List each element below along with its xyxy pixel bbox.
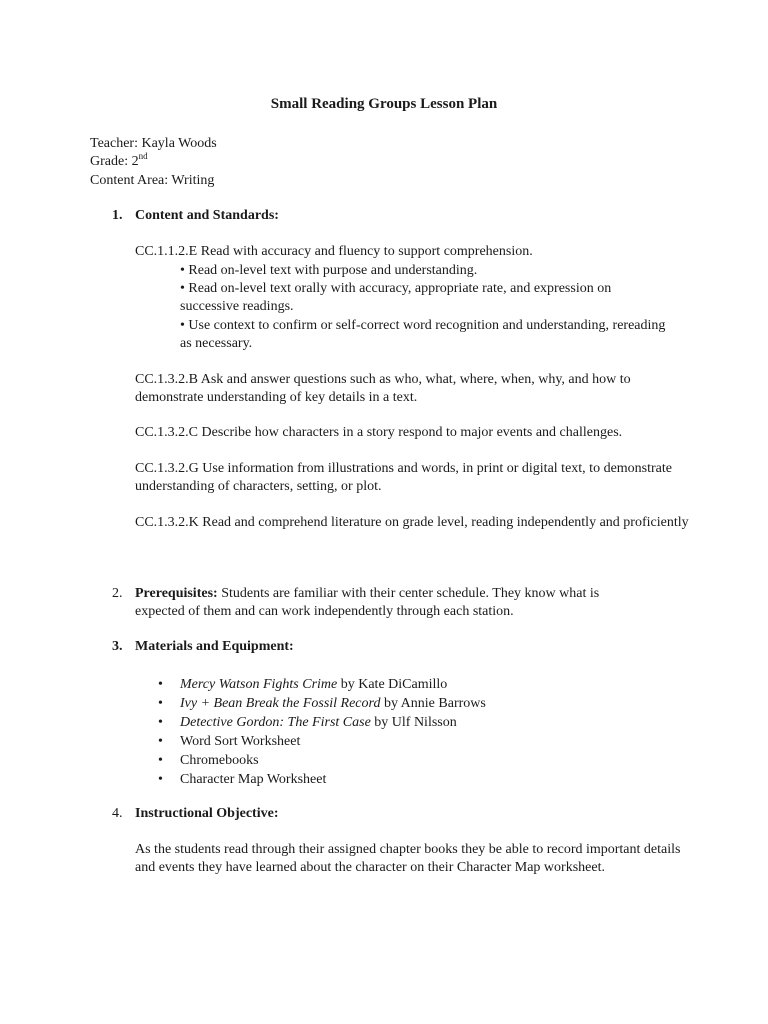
section-number: 1.: [112, 208, 123, 223]
material-item: [158, 751, 259, 770]
standard-5: CC.1.3.2.K Read and comprehend literature on grade level, reading independently and proficiently: [135, 515, 689, 530]
teacher-line: Teacher: Kayla Woods: [90, 136, 217, 151]
bullet-icon: •: [158, 677, 163, 692]
material-item: [158, 713, 457, 732]
material-item: [158, 694, 486, 713]
bullet-icon: •: [158, 715, 163, 730]
section-number: 3.: [112, 639, 123, 654]
section-2-line-1: [112, 585, 599, 603]
standard-1-bullet: • Read on-level text with purpose and understanding.: [180, 263, 478, 278]
grade-superscript: nd: [138, 151, 148, 161]
standard-3: CC.1.3.2.C Describe how characters in a story respond to major events and challenges.: [135, 425, 623, 440]
section-number: 4.: [112, 806, 123, 821]
section-4-heading: [112, 805, 278, 823]
bullet-icon: •: [158, 696, 163, 711]
section-title: Instructional Objective:: [135, 806, 279, 821]
item-text: by Kate DiCamillo: [337, 677, 448, 692]
section-title: Materials and Equipment:: [135, 639, 294, 654]
content-area-line: Content Area: Writing: [90, 173, 215, 188]
bullet-icon: •: [158, 772, 163, 787]
book-title: Mercy Watson Fights Crime: [180, 677, 338, 692]
section-1-heading: [112, 207, 279, 225]
standard-1: CC.1.1.2.E Read with accuracy and fluency to support comprehension.: [135, 244, 533, 259]
item-text: Character Map Worksheet: [180, 772, 327, 787]
standard-4: CC.1.3.2.G Use information from illustrations and words, in print or digital text, to demonstrate understanding of characters, setting, or plot.: [135, 461, 672, 494]
page-title: Small Reading Groups Lesson Plan: [270, 96, 498, 112]
objective-text: As the students read through their assigned chapter books they be able to record important details and events they have learned about the character on their Character Map worksheet.: [135, 842, 681, 875]
section-3-heading: [112, 638, 294, 656]
bullet-icon: •: [158, 753, 163, 768]
material-item: [158, 770, 326, 789]
item-text: Chromebooks: [180, 753, 259, 768]
grade-text: Grade: 2: [90, 154, 139, 169]
standard-1-bullet: • Read on-level text orally with accuracy, appropriate rate, and expression on successive readings.: [180, 281, 612, 314]
book-title: Detective Gordon: The First Case: [180, 715, 371, 730]
section-title: Prerequisites:: [135, 586, 218, 601]
grade-line: [90, 153, 148, 171]
standard-2: CC.1.3.2.B Ask and answer questions such as who, what, where, when, why, and how to demonstrate understanding of key details in a text.: [135, 372, 631, 405]
material-item: [158, 732, 300, 751]
item-text: by Ulf Nilsson: [370, 715, 457, 730]
standard-1-bullet: • Use context to confirm or self-correct word recognition and understanding, rereading as necessary.: [180, 318, 666, 351]
section-number: 2.: [112, 586, 123, 601]
book-title: Ivy + Bean Break the Fossil Record: [180, 696, 381, 711]
material-item: [158, 675, 447, 694]
prerequisites-text: Students are familiar with their center schedule. They know what is: [217, 586, 600, 601]
bullet-icon: •: [158, 734, 163, 749]
section-title: Content and Standards:: [135, 208, 279, 223]
item-text: by Annie Barrows: [380, 696, 486, 711]
prerequisites-text-line-2: expected of them and can work independently through each station.: [135, 604, 514, 619]
item-text: Word Sort Worksheet: [180, 734, 301, 749]
